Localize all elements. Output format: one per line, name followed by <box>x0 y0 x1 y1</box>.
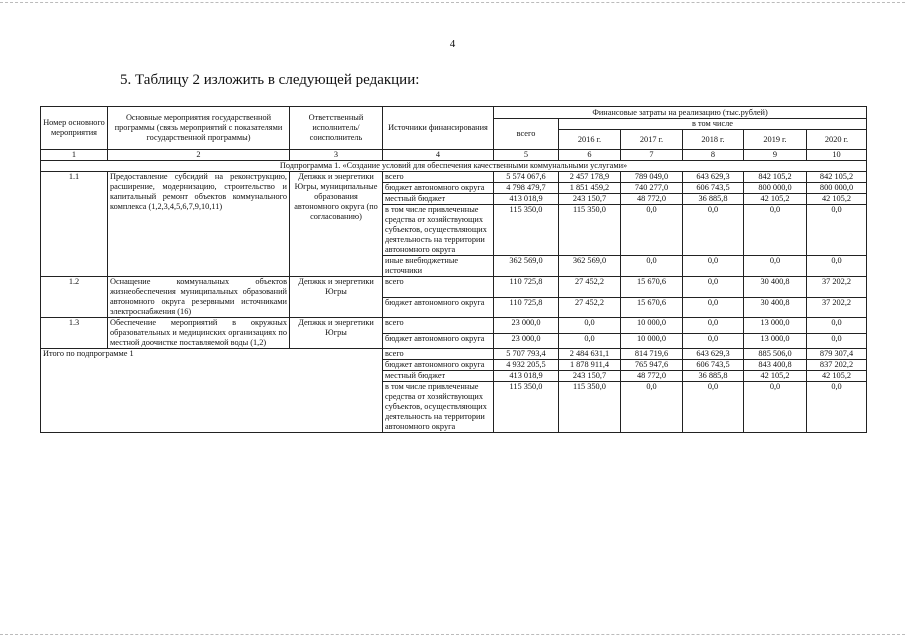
header-num: Номер основного мероприятия <box>41 107 108 150</box>
header-year: 2017 г. <box>621 130 683 150</box>
amount-cell: 36 885,8 <box>683 371 744 382</box>
amount-cell: 413 018,9 <box>494 371 559 382</box>
amount-cell: 0,0 <box>559 318 621 334</box>
section-heading: 5. Таблицу 2 изложить в следующей редакции: <box>120 72 420 88</box>
amount-cell: 0,0 <box>683 318 744 334</box>
header-year: 2018 г. <box>683 130 744 150</box>
amount-cell: 27 452,2 <box>559 297 621 318</box>
index-cell: 2 <box>108 150 290 161</box>
amount-cell: 837 202,2 <box>807 360 867 371</box>
amount-cell: 885 506,0 <box>744 349 807 360</box>
amount-cell: 110 725,8 <box>494 277 559 298</box>
amount-cell: 643 629,3 <box>683 172 744 183</box>
amount-cell: 0,0 <box>807 333 867 349</box>
amount-cell: 15 670,6 <box>621 297 683 318</box>
funding-source: бюджет автономного округа <box>383 297 494 318</box>
amount-cell: 5 707 793,4 <box>494 349 559 360</box>
index-cell: 1 <box>41 150 108 161</box>
header-year: 2019 г. <box>744 130 807 150</box>
subprogram-title: Подпрограмма 1. «Создание условий для обеспечения качественными коммунальными услугами» <box>41 161 867 172</box>
amount-cell: 2 457 178,9 <box>559 172 621 183</box>
measure-number: 1.3 <box>41 318 108 349</box>
amount-cell: 10 000,0 <box>621 333 683 349</box>
amount-cell: 1 851 459,2 <box>559 183 621 194</box>
amount-cell: 606 743,5 <box>683 183 744 194</box>
amount-cell: 42 105,2 <box>807 371 867 382</box>
amount-cell: 0,0 <box>744 382 807 433</box>
amount-cell: 0,0 <box>807 205 867 256</box>
funding-source: иные внебюджетные источники <box>383 256 494 277</box>
amount-cell: 27 452,2 <box>559 277 621 298</box>
amount-cell: 243 150,7 <box>559 371 621 382</box>
funding-source: всего <box>383 318 494 334</box>
index-cell: 5 <box>494 150 559 161</box>
index-cell: 9 <box>744 150 807 161</box>
amount-cell: 13 000,0 <box>744 318 807 334</box>
amount-cell: 115 350,0 <box>494 382 559 433</box>
responsible-executor: Депжкк и энергетики Югры <box>290 277 383 318</box>
amount-cell: 1 878 911,4 <box>559 360 621 371</box>
amount-cell: 0,0 <box>683 333 744 349</box>
amount-cell: 0,0 <box>807 318 867 334</box>
amount-cell: 10 000,0 <box>621 318 683 334</box>
amount-cell: 48 772,0 <box>621 194 683 205</box>
table-header <box>41 107 867 161</box>
amount-cell: 842 105,2 <box>744 172 807 183</box>
amount-cell: 0,0 <box>683 297 744 318</box>
page-number: 4 <box>449 38 456 50</box>
header-responsible: Ответственный исполнитель/ соисполнитель <box>290 107 383 150</box>
amount-cell: 243 150,7 <box>559 194 621 205</box>
amount-cell: 0,0 <box>744 205 807 256</box>
header-year: 2020 г. <box>807 130 867 150</box>
amount-cell: 0,0 <box>683 277 744 298</box>
funding-source: в том числе привлеченные средства от хозяйствующих субъектов, осуществляющих деятельность на территории автономного округа <box>383 205 494 256</box>
amount-cell: 48 772,0 <box>621 371 683 382</box>
amount-cell: 115 350,0 <box>494 205 559 256</box>
funding-source: местный бюджет <box>383 194 494 205</box>
amount-cell: 800 000,0 <box>744 183 807 194</box>
amount-cell: 0,0 <box>559 333 621 349</box>
table-row <box>41 318 867 334</box>
index-cell: 7 <box>621 150 683 161</box>
amount-cell: 110 725,8 <box>494 297 559 318</box>
amount-cell: 23 000,0 <box>494 318 559 334</box>
header-incl: в том числе <box>559 119 867 130</box>
amount-cell: 843 400,8 <box>744 360 807 371</box>
header-total: всего <box>494 119 559 150</box>
amount-cell: 30 400,8 <box>744 277 807 298</box>
amount-cell: 36 885,8 <box>683 194 744 205</box>
funding-source: всего <box>383 349 494 360</box>
amount-cell: 800 000,0 <box>807 183 867 194</box>
table-row <box>41 277 867 298</box>
subtotal-label: Итого по подпрограмме 1 <box>41 349 383 433</box>
index-cell: 3 <box>290 150 383 161</box>
scan-edge-top <box>0 2 905 3</box>
amount-cell: 413 018,9 <box>494 194 559 205</box>
amount-cell: 814 719,6 <box>621 349 683 360</box>
amount-cell: 4 932 205,5 <box>494 360 559 371</box>
amount-cell: 42 105,2 <box>807 194 867 205</box>
table-row <box>41 349 867 360</box>
amount-cell: 0,0 <box>621 256 683 277</box>
amount-cell: 362 569,0 <box>559 256 621 277</box>
funding-source: местный бюджет <box>383 371 494 382</box>
amount-cell: 606 743,5 <box>683 360 744 371</box>
responsible-executor: Депжкк и энергетики Югры <box>290 318 383 349</box>
amount-cell: 4 798 479,7 <box>494 183 559 194</box>
amount-cell: 115 350,0 <box>559 382 621 433</box>
amount-cell: 0,0 <box>683 256 744 277</box>
amount-cell: 842 105,2 <box>807 172 867 183</box>
amount-cell: 115 350,0 <box>559 205 621 256</box>
header-measures: Основные мероприятия государственной программы (связь мероприятий с показателями государственной программы) <box>108 107 290 150</box>
funding-source: бюджет автономного округа <box>383 360 494 371</box>
measure-number: 1.2 <box>41 277 108 318</box>
amount-cell: 0,0 <box>807 382 867 433</box>
amount-cell: 789 049,0 <box>621 172 683 183</box>
amount-cell: 0,0 <box>683 205 744 256</box>
amount-cell: 0,0 <box>744 256 807 277</box>
index-cell: 6 <box>559 150 621 161</box>
amount-cell: 0,0 <box>807 256 867 277</box>
finance-table <box>40 106 867 433</box>
funding-source: всего <box>383 172 494 183</box>
funding-source: бюджет автономного округа <box>383 333 494 349</box>
amount-cell: 362 569,0 <box>494 256 559 277</box>
header-year: 2016 г. <box>559 130 621 150</box>
header-finance: Финансовые затраты на реализацию (тыс.рублей) <box>494 107 867 119</box>
amount-cell: 23 000,0 <box>494 333 559 349</box>
index-cell: 8 <box>683 150 744 161</box>
funding-source: всего <box>383 277 494 298</box>
amount-cell: 2 484 631,1 <box>559 349 621 360</box>
measure-number: 1.1 <box>41 172 108 277</box>
scan-edge-bottom <box>0 634 905 635</box>
table-body <box>41 161 867 433</box>
index-cell: 10 <box>807 150 867 161</box>
amount-cell: 740 277,0 <box>621 183 683 194</box>
amount-cell: 5 574 067,6 <box>494 172 559 183</box>
amount-cell: 15 670,6 <box>621 277 683 298</box>
amount-cell: 42 105,2 <box>744 194 807 205</box>
header-source: Источники финансирования <box>383 107 494 150</box>
amount-cell: 30 400,8 <box>744 297 807 318</box>
amount-cell: 765 947,6 <box>621 360 683 371</box>
measure-name: Оснащение коммунальных объектов жизнеобеспечения муниципальных образований автономного округа резервными источниками электроснабжения (16) <box>108 277 290 318</box>
amount-cell: 42 105,2 <box>744 371 807 382</box>
measure-name: Предоставление субсидий на реконструкцию, расширение, модернизацию, строительство и капитальный ремонт объектов коммунального комплекса (1,2,3,4,5,6,7,9,10,11) <box>108 172 290 277</box>
index-cell: 4 <box>383 150 494 161</box>
amount-cell: 0,0 <box>621 382 683 433</box>
amount-cell: 643 629,3 <box>683 349 744 360</box>
amount-cell: 879 307,4 <box>807 349 867 360</box>
amount-cell: 0,0 <box>621 205 683 256</box>
funding-source: бюджет автономного округа <box>383 183 494 194</box>
amount-cell: 37 202,2 <box>807 297 867 318</box>
measure-name: Обеспечение мероприятий в окружных образовательных и медицинских организациях по местной доочистке поставляемой воды (1,2) <box>108 318 290 349</box>
amount-cell: 37 202,2 <box>807 277 867 298</box>
responsible-executor: Депжкк и энергетики Югры, муниципальные образования автономного округа (по согласованию) <box>290 172 383 277</box>
amount-cell: 0,0 <box>683 382 744 433</box>
table-row <box>41 172 867 183</box>
amount-cell: 13 000,0 <box>744 333 807 349</box>
funding-source: в том числе привлеченные средства от хозяйствующих субъектов, осуществляющих деятельность на территории автономного округа <box>383 382 494 433</box>
